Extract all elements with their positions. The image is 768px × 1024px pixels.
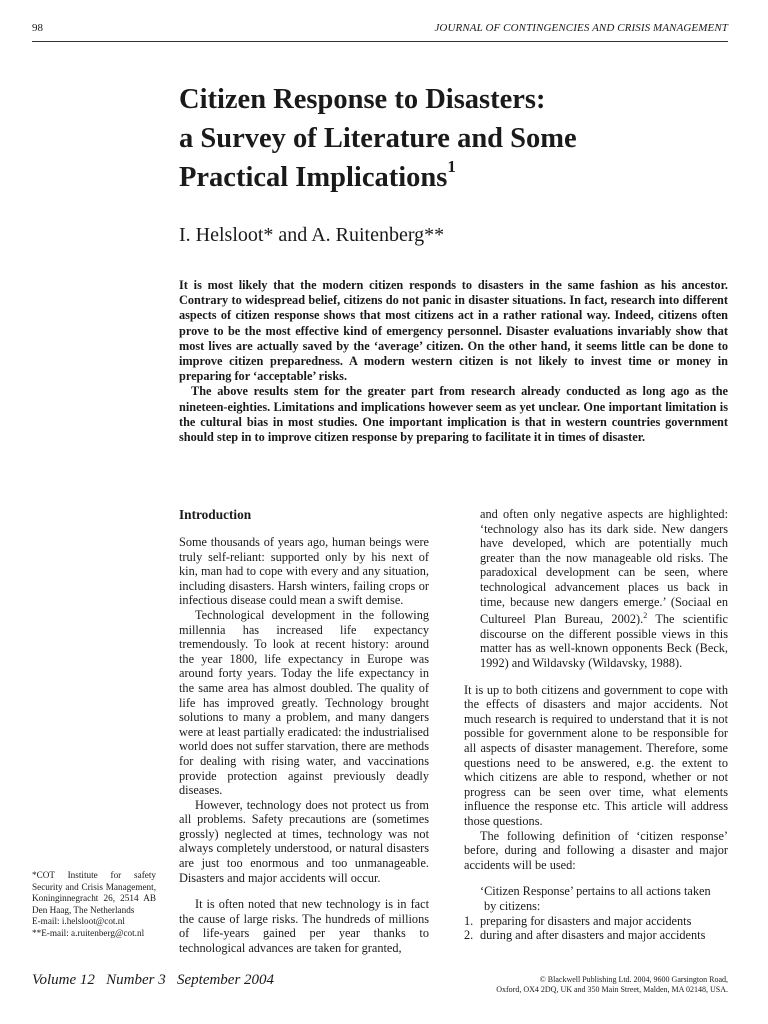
- abstract-paragraph-2: The above results stem for the greater part from research already conducted as long ago as the nineteen-eighties. Limitations and implications however seem as yet unclear. One important limitation is the cultural bias in most studies. One important implication is that in western countries government should step in to improve citizen response by preparing to facilitate it in times of disaster.: [179, 384, 728, 445]
- quoted-passage: [464, 507, 728, 671]
- list-number: 2.: [464, 928, 474, 943]
- publisher-line-2: Oxford, OX4 2DQ, UK and 350 Main Street, Malden, MA 02148, USA.: [496, 985, 728, 994]
- publisher-info: [428, 975, 728, 995]
- author-line: I. Helsloot* and A. Ruitenberg**: [179, 224, 445, 246]
- body-paragraph: It is often noted that new technology is in fact the cause of large risks. The hundreds of millions of life-years gained per year thanks to technological advances are taken for granted,: [179, 897, 429, 956]
- body-column-left: [179, 507, 429, 956]
- title-line-1: Citizen Response to Disasters:: [179, 84, 546, 115]
- footnote-mark: 2: [643, 611, 648, 621]
- body-column-right: [464, 507, 728, 943]
- author-affiliation-footnote: [32, 870, 156, 940]
- title-footnote-mark: 1: [447, 156, 456, 176]
- list-text: during and after disasters and major accidents: [480, 928, 706, 943]
- body-paragraph: The following definition of ‘citizen response’ before, during and following a disaster and major accidents will be used:: [464, 828, 728, 872]
- quote-text: and often only negative aspects are highlighted: ‘technology also has its dark side. New dangers have developed, which are potentially much greater than the now manageable old risks. The paradoxical development can be seen, where technological advancement places us back in time, because new dangers emerge.’ (Sociaal en Cultureel Plan Bureau, 2002).: [480, 507, 728, 627]
- list-number: 1.: [464, 913, 474, 928]
- paragraph-gap: [179, 885, 429, 897]
- email-line: **E-mail: a.ruitenberg@cot.nl: [32, 927, 145, 938]
- header-rule: [32, 41, 728, 42]
- article-title: [179, 80, 699, 197]
- page-number: 98: [32, 22, 43, 34]
- title-line-2: a Survey of Literature and Some: [179, 123, 577, 154]
- body-paragraph: It is up to both citizens and government to cope with the effects of disasters and major accidents. Not much research is required to understand that it is not possible for government alone to be responsible for all aspects of disaster management. Therefore, some questions need to be answered, e.g. the extent to which citizens are able to respond, whether or not progress can be seen over time, what elements influence the response etc. This article will address those questions.: [464, 682, 728, 828]
- abstract-paragraph-1: It is most likely that the modern citizen responds to disasters in the same fashion as his ancestor. Contrary to widespread belief, citizens do not panic in disaster situations. In fact, research into different aspects of citizen response shows that most citizens act in a rather rational way. Indeed, citizens often prove to be the most effective kind of emergency personnel. Disaster evaluations invariably show that most lives are actually saved by the ‘average’ citizen. On the other hand, it seems little can be done to improve citizen preparedness. A modern western citizen is not likely to invest time or money in preparing for ‘acceptable’ risks.: [179, 278, 728, 384]
- title-line-3: Practical Implications: [179, 162, 448, 193]
- issue-info: Volume 12 Number 3 September 2004: [32, 972, 275, 988]
- email-line: E-mail: i.helsloot@cot.nl: [32, 916, 125, 927]
- paragraph-gap: [464, 671, 728, 683]
- body-paragraph: Technological development in the following millennia has increased life expectancy tremendously. To look at recent history: around the year 1800, life expectancy in Europe was around forty years. Today the life expectancy in the same area has almost doubled. The quality of life has improved greatly. Technology brought solutions to many a problem, and many dangers were at least partially eradicated: the industrialised world does not suffer starvation, there are methods for dealing with rising water, and vaccinations provide protection against previously deadly diseases.: [179, 607, 429, 798]
- definition-lead: ‘Citizen Response’ pertains to all actions taken: [480, 884, 711, 899]
- body-paragraph: Some thousands of years ago, human beings were truly self-reliant: supported only by his next of kin, man had to cope with every and any situation, including disasters. Harsh winters, failing crops or infectious disease could mean a swift demise.: [179, 535, 429, 608]
- publisher-line-1: © Blackwell Publishing Ltd. 2004, 9600 Garsington Road,: [539, 975, 728, 984]
- quote-text-end: The scientific discourse on the different possible views in this matter has as well-known opponents Beck (Beck, 1992) and Wildavsky (Wildavsky, 1988).: [480, 612, 728, 671]
- abstract: [179, 278, 728, 445]
- journal-running-head: JOURNAL OF CONTINGENCIES AND CRISIS MANAGEMENT: [434, 22, 728, 34]
- affiliation-line: *COT Institute for safety Security and Crisis Management, Koninginnegracht 26, 2514 AB Den Haag, The Netherlands: [32, 870, 156, 915]
- definition-continued: by citizens:: [484, 898, 541, 913]
- list-item: [464, 914, 728, 929]
- list-item: [464, 928, 728, 943]
- section-heading-introduction: Introduction: [179, 507, 252, 522]
- paragraph-gap: [464, 872, 728, 884]
- list-text: preparing for disasters and major accidents: [480, 913, 692, 928]
- body-paragraph: However, technology does not protect us from all problems. Safety precautions are (sometimes grossly) neglected at times, technology was not always completely understood, or natural disasters are just too enormous and too unmanageable. Disasters and major accidents will occur.: [179, 797, 429, 885]
- definition-list: [464, 914, 728, 943]
